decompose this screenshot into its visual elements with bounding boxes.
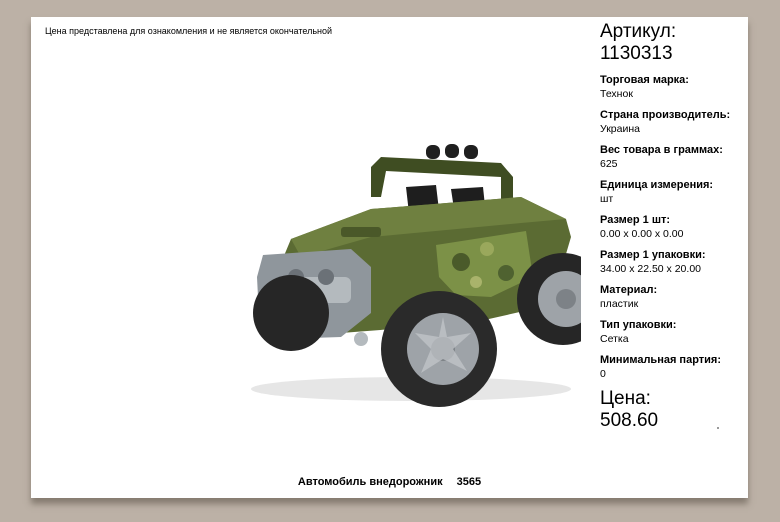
attr-label: Минимальная партия: bbox=[600, 354, 721, 366]
attr-value: пластик bbox=[600, 298, 639, 310]
attr-unit bbox=[600, 178, 750, 206]
attr-value: 0.00 x 0.00 x 0.00 bbox=[600, 228, 684, 240]
attr-value: Сетка bbox=[600, 333, 629, 345]
product-name: Автомобиль внедорожник bbox=[297, 476, 443, 488]
product-caption bbox=[31, 476, 748, 488]
attr-country bbox=[600, 108, 750, 136]
attr-label: Единица измерения: bbox=[600, 179, 714, 191]
attr-value: Технок bbox=[600, 88, 633, 100]
price-disclaimer: Цена представлена для ознакомления и не является окончательной bbox=[45, 26, 333, 36]
price-value: 508.60 bbox=[600, 410, 659, 431]
attr-weight bbox=[600, 143, 750, 171]
attr-label: Тип упаковки: bbox=[600, 319, 677, 331]
attr-size-unit bbox=[600, 213, 750, 241]
product-code: 3565 bbox=[456, 476, 482, 488]
attr-label: Размер 1 шт: bbox=[600, 214, 671, 226]
dot-mark bbox=[717, 427, 719, 429]
product-sheet bbox=[31, 17, 748, 498]
attr-package-type bbox=[600, 318, 750, 346]
attr-min-batch bbox=[600, 353, 750, 381]
attr-value: 0 bbox=[600, 368, 606, 380]
attr-label: Вес товара в граммах: bbox=[600, 144, 723, 156]
attr-size-package bbox=[600, 248, 750, 276]
product-info bbox=[600, 21, 750, 432]
attr-material bbox=[600, 283, 750, 311]
attr-value: 34.00 x 22.50 x 20.00 bbox=[600, 263, 701, 275]
attr-value: шт bbox=[600, 193, 614, 205]
attr-label: Материал: bbox=[600, 284, 658, 296]
attr-label: Страна производитель: bbox=[600, 109, 731, 121]
price-label: Цена: bbox=[600, 388, 651, 409]
sku-label: Артикул: bbox=[600, 21, 677, 42]
toy-jeep-icon bbox=[221, 127, 581, 417]
attr-label: Размер 1 упаковки: bbox=[600, 249, 706, 261]
attr-brand bbox=[600, 73, 750, 101]
attr-value: Украина bbox=[600, 123, 640, 135]
sku-value: 1130313 bbox=[600, 43, 673, 64]
attr-label: Торговая марка: bbox=[600, 74, 689, 86]
attr-value: 625 bbox=[600, 158, 618, 170]
